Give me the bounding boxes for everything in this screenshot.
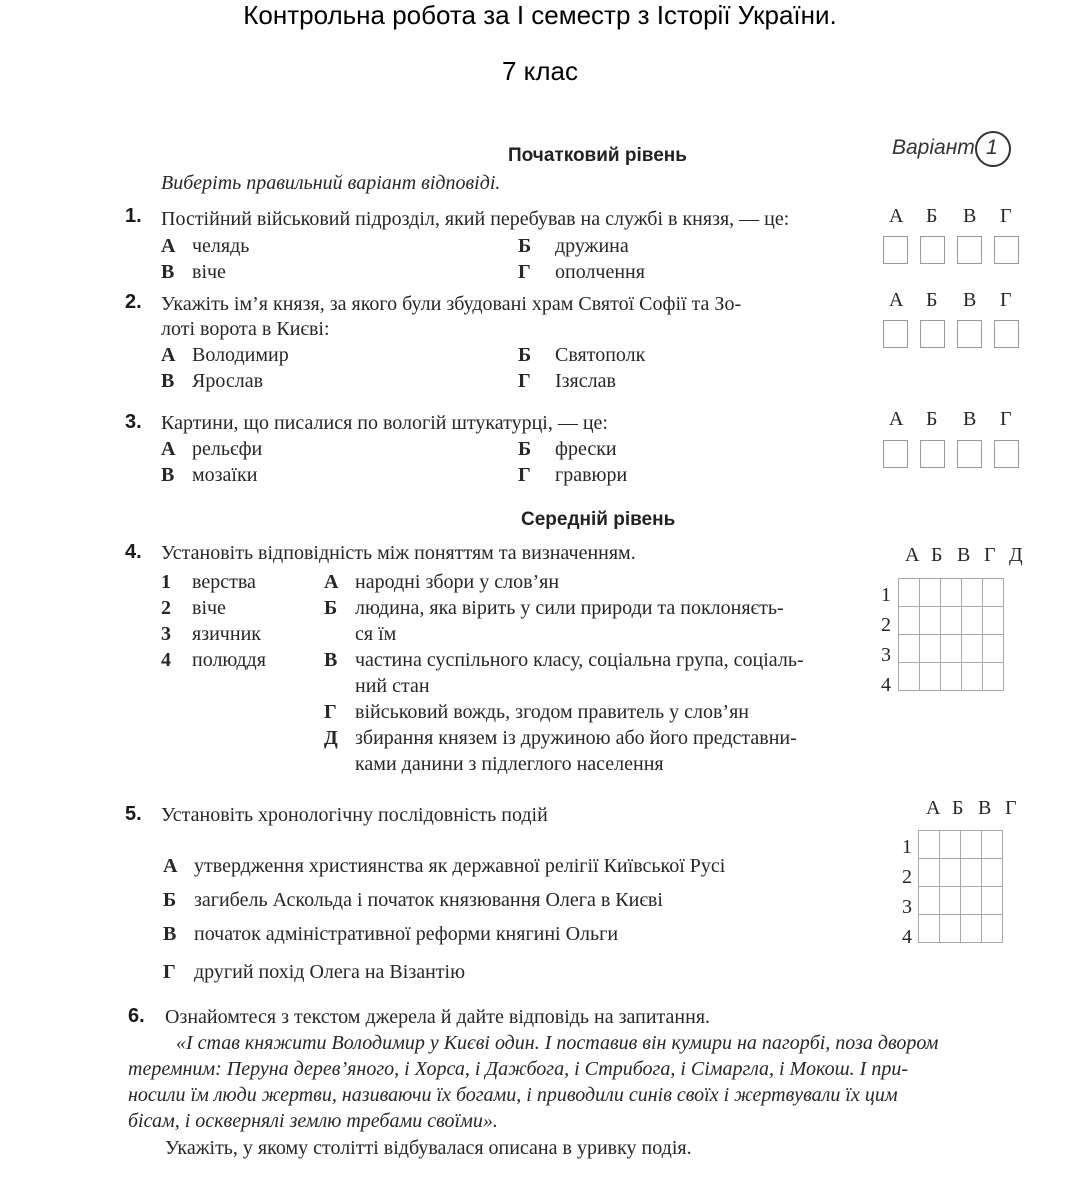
grid-column-letter: А: [926, 797, 941, 819]
answer-cell[interactable]: [982, 831, 1003, 859]
option-letter: А: [161, 438, 176, 460]
instruction: Виберіть правильний варіант відповіді.: [161, 172, 501, 194]
answer-box[interactable]: [957, 320, 982, 348]
grid-column-letter: Б: [952, 797, 964, 819]
definition-text: збирання князем із дружиною або його представни-: [355, 727, 797, 749]
option-text: фрески: [555, 438, 617, 460]
definition-text: військовий вождь, згодом правитель у слов’ян: [355, 701, 749, 723]
source-quote-line: бісам, і осквернялі землю требами своїми».: [128, 1110, 498, 1132]
event-letter: В: [163, 923, 177, 945]
answer-cell[interactable]: [982, 859, 1003, 887]
answer-cell[interactable]: [961, 831, 982, 859]
option-letter: Б: [518, 344, 532, 366]
grid-column-letter: Д: [1009, 544, 1023, 566]
answer-cell[interactable]: [983, 607, 1004, 635]
answer-cell[interactable]: [920, 607, 941, 635]
grid-row-number: 4: [881, 674, 891, 696]
definition-text: народні збори у слов’ян: [355, 571, 560, 593]
option-text: ополчення: [555, 261, 645, 283]
answer-grid-q5: [918, 830, 1003, 943]
option-text: гравюри: [555, 464, 628, 486]
question-text: Картини, що писалися по вологій штукатурці, — це:: [161, 412, 608, 434]
definition-letter: В: [324, 649, 338, 671]
answer-box[interactable]: [957, 440, 982, 468]
question-text: Установіть відповідність між поняттям та визначенням.: [161, 542, 636, 564]
page-title: Контрольна робота за I семестр з Історії України.: [243, 0, 837, 30]
grid-column-letter: Б: [931, 544, 943, 566]
answer-cell[interactable]: [920, 663, 941, 691]
answer-grid-q4: [898, 578, 1004, 691]
answer-letter: Г: [1000, 408, 1012, 430]
answer-cell[interactable]: [941, 663, 962, 691]
answer-letter: В: [963, 289, 977, 311]
term-text: віче: [192, 597, 226, 619]
answer-cell[interactable]: [919, 831, 940, 859]
grid-row-number: 1: [902, 836, 912, 858]
definition-letter: Г: [324, 701, 337, 723]
variant-number: 1: [986, 136, 998, 159]
question-prompt: Укажіть, у якому столітті відбувалася описана в уривку подія.: [165, 1137, 692, 1159]
answer-letter: Б: [926, 289, 938, 311]
option-text: мозаїки: [192, 464, 258, 486]
answer-cell[interactable]: [919, 887, 940, 915]
option-text: челядь: [192, 235, 250, 257]
event-text: загибель Аскольда і початок князювання Олега в Києві: [194, 889, 663, 911]
definition-text: ками данини з підлеглого населення: [355, 753, 664, 775]
answer-cell[interactable]: [962, 607, 983, 635]
option-text: Ярослав: [192, 370, 264, 392]
grid-column-letter: В: [957, 544, 971, 566]
answer-cell[interactable]: [962, 579, 983, 607]
question-number: 5.: [125, 803, 142, 825]
answer-cell[interactable]: [961, 915, 982, 943]
term-text: верства: [192, 571, 256, 593]
answer-letter: А: [889, 408, 904, 430]
grid-row-number: 3: [881, 644, 891, 666]
option-letter: А: [161, 235, 176, 257]
answer-cell[interactable]: [961, 859, 982, 887]
question-text: Укажіть ім’я князя, за якого були збудовані храм Святої Софії та Зо-: [161, 293, 742, 315]
option-text: дружина: [555, 235, 629, 257]
event-letter: Г: [163, 961, 176, 983]
answer-cell[interactable]: [941, 607, 962, 635]
answer-cell[interactable]: [983, 663, 1004, 691]
grade-label: 7 клас: [502, 56, 578, 86]
option-text: Ізяслав: [555, 370, 616, 392]
term-number: 1: [161, 571, 171, 593]
answer-cell[interactable]: [919, 859, 940, 887]
answer-cell[interactable]: [983, 579, 1004, 607]
grid-row-number: 2: [881, 614, 891, 636]
option-letter: Г: [518, 370, 531, 392]
option-letter: А: [161, 344, 176, 366]
grid-column-letter: Г: [1005, 797, 1017, 819]
grid-column-letter: А: [905, 544, 920, 566]
option-text: віче: [192, 261, 226, 283]
answer-letter: В: [963, 205, 977, 227]
answer-box[interactable]: [920, 440, 945, 468]
answer-letter: А: [889, 205, 904, 227]
answer-cell[interactable]: [962, 663, 983, 691]
event-text: утвердження християнства як державної релігії Київської Русі: [194, 855, 726, 877]
answer-cell[interactable]: [920, 635, 941, 663]
answer-cell[interactable]: [940, 915, 961, 943]
option-letter: В: [161, 261, 175, 283]
event-text: початок адміністративної реформи княгині Ольги: [194, 923, 619, 945]
option-letter: В: [161, 370, 175, 392]
answer-cell[interactable]: [941, 635, 962, 663]
event-letter: Б: [163, 889, 177, 911]
answer-box[interactable]: [883, 236, 908, 264]
definition-letter: А: [324, 571, 339, 593]
option-letter: Г: [518, 261, 531, 283]
term-number: 3: [161, 623, 171, 645]
source-quote-line: теремним: Перуна дерев’яного, і Хорса, і Дажбога, і Стрибога, і Сімаргла, і Мокош. І при-: [128, 1058, 908, 1080]
question-text: Установіть хронологічну послідовність подій: [161, 804, 548, 826]
answer-cell[interactable]: [961, 887, 982, 915]
answer-letter: Б: [926, 205, 938, 227]
answer-cell[interactable]: [899, 607, 920, 635]
answer-box[interactable]: [957, 236, 982, 264]
question-number: 6.: [128, 1005, 145, 1027]
level-initial-title: Початковий рівень: [508, 145, 687, 166]
grid-row-number: 3: [902, 896, 912, 918]
term-text: язичник: [192, 623, 261, 645]
source-quote-line: «І став княжити Володимир у Києві один. І поставив він кумири на пагорбі, поза двором: [176, 1032, 939, 1054]
option-text: Володимир: [192, 344, 289, 366]
question-text: Ознайомтеся з текстом джерела й дайте відповідь на запитання.: [165, 1006, 711, 1028]
question-text: лоті ворота в Києві:: [161, 318, 330, 340]
option-text: рельєфи: [192, 438, 263, 460]
grid-column-letter: Г: [984, 544, 996, 566]
answer-cell[interactable]: [962, 635, 983, 663]
definition-letter: Б: [324, 597, 338, 619]
term-text: полюддя: [192, 649, 266, 671]
grid-row-number: 2: [902, 866, 912, 888]
question-number: 3.: [125, 411, 142, 433]
answer-cell[interactable]: [899, 635, 920, 663]
definition-text: людина, яка вірить у сили природи та поклоняєть-: [355, 597, 784, 619]
answer-box[interactable]: [994, 320, 1019, 348]
answer-cell[interactable]: [899, 663, 920, 691]
definition-text: частина суспільного класу, соціальна група, соціаль-: [355, 649, 804, 671]
option-letter: Б: [518, 438, 532, 460]
level-middle-title: Середній рівень: [521, 509, 676, 530]
definition-text: ний стан: [355, 675, 430, 697]
answer-cell[interactable]: [982, 887, 1003, 915]
grid-row-number: 4: [902, 926, 912, 948]
question-text: Постійний військовий підрозділ, який перебував на службі в князя, — це:: [161, 208, 790, 230]
option-letter: В: [161, 464, 175, 486]
answer-box[interactable]: [920, 320, 945, 348]
answer-cell[interactable]: [899, 579, 920, 607]
option-letter: Г: [518, 464, 531, 486]
answer-letter: В: [963, 408, 977, 430]
event-text: другий похід Олега на Візантію: [194, 961, 466, 983]
answer-cell[interactable]: [920, 579, 941, 607]
option-text: Святополк: [555, 344, 646, 366]
question-number: 4.: [125, 541, 142, 563]
answer-letter: Г: [1000, 289, 1012, 311]
source-quote-line: носили їм люди жертви, називаючи їх богами, і приводили синів своїх і жертвували їх цим: [128, 1084, 898, 1106]
answer-cell[interactable]: [940, 859, 961, 887]
answer-letter: Б: [926, 408, 938, 430]
grid-column-letter: В: [978, 797, 992, 819]
answer-box[interactable]: [994, 440, 1019, 468]
option-letter: Б: [518, 235, 532, 257]
question-number: 1.: [125, 205, 142, 227]
event-letter: А: [163, 855, 178, 877]
term-number: 4: [161, 649, 171, 671]
term-number: 2: [161, 597, 171, 619]
answer-box[interactable]: [883, 320, 908, 348]
definition-letter: Д: [324, 727, 338, 749]
answer-box[interactable]: [883, 440, 908, 468]
answer-cell[interactable]: [919, 915, 940, 943]
answer-cell[interactable]: [940, 831, 961, 859]
grid-row-number: 1: [881, 584, 891, 606]
answer-letter: Г: [1000, 205, 1012, 227]
definition-text: ся їм: [355, 623, 397, 645]
answer-cell[interactable]: [941, 579, 962, 607]
answer-letter: А: [889, 289, 904, 311]
answer-cell[interactable]: [983, 635, 1004, 663]
answer-box[interactable]: [994, 236, 1019, 264]
answer-box[interactable]: [920, 236, 945, 264]
variant-label: Варіант: [892, 136, 975, 159]
answer-cell[interactable]: [982, 915, 1003, 943]
question-number: 2.: [125, 291, 142, 313]
answer-cell[interactable]: [940, 887, 961, 915]
